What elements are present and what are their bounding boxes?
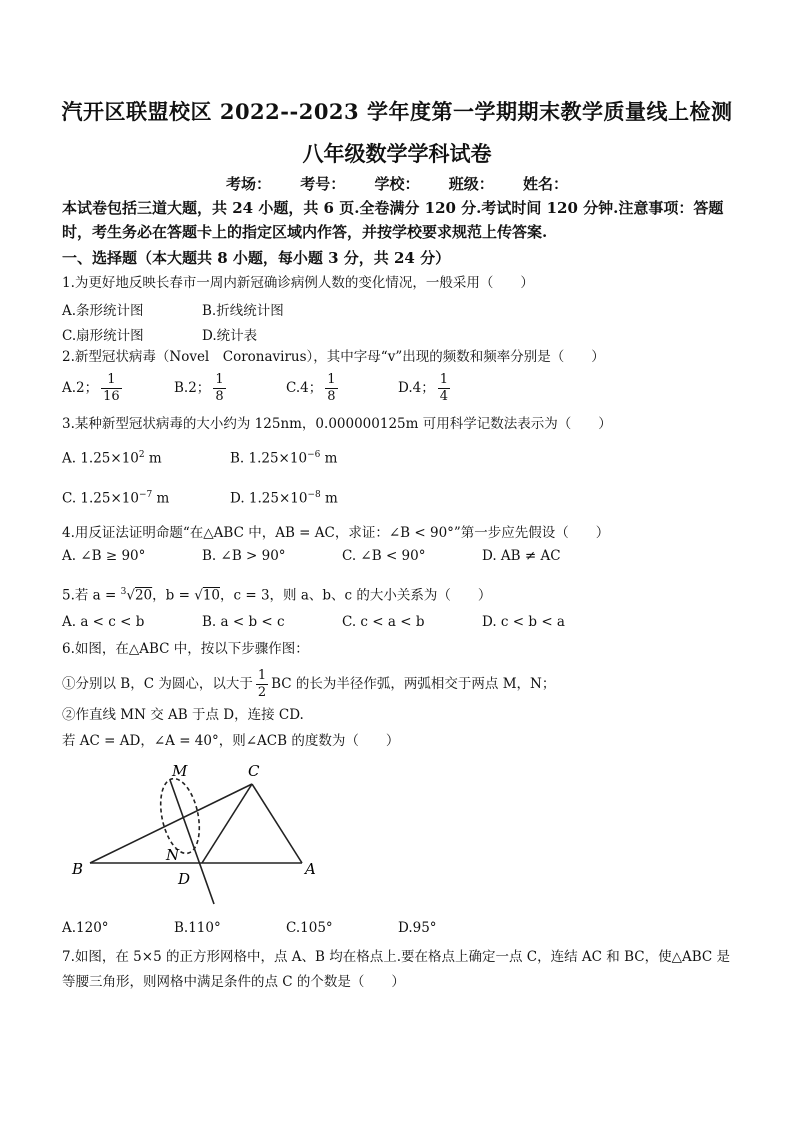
q2-option-b: B.2； $\frac{1}{8}$ [174, 372, 224, 404]
q3-option-b: B. $1.25\times 10^{-6}$ m [230, 450, 338, 467]
info-field-name: 姓名： [522, 175, 568, 193]
q2-option-a: A.2； $\frac{1}{16}$ [62, 372, 120, 404]
q4-option-a: A. ∠B ≥ 90° [62, 548, 146, 564]
question-7-line-1: 7.如图，在 5×5 的正方形网格中，点 A、B 均在格点上.要在格点上确定一点 C，连结 AC 和 BC，使△ABC 是 [62, 949, 730, 965]
q6-option-a: A.120° [62, 920, 109, 936]
q1-option-c: C.扇形统计图 [62, 328, 144, 344]
perpendicular-bisector-mn [170, 780, 214, 904]
q3-option-a: A. $1.25\times 10^2$ m [62, 450, 162, 467]
q4-option-b: B. ∠B > 90° [202, 548, 286, 564]
q6-step-1: ①分别以 B，C 为圆心，以大于 $\frac{1}{2}$ BC 的长为半径作弧，两弧相交于两点 M，N； [62, 668, 556, 700]
notice-line-1: 本试卷包括三道大题，共 24 小题，共 6 页.全卷满分 120 分.考试时间 120 分钟.注意事项：答题 [62, 199, 724, 217]
q6-question: 若 AC = AD，∠A = 40°，则∠ACB 的度数为（ ） [62, 733, 400, 749]
construction-arcs [154, 775, 205, 857]
q2-option-d: D.4； $\frac{1}{4}$ [398, 372, 449, 404]
section-heading: 一、选择题（本大题共 8 小题，每小题 3 分，共 24 分） [62, 249, 451, 267]
q6-option-c: C.105° [286, 920, 333, 936]
q5-option-b: B. a < b < c [202, 614, 285, 630]
q1-option-b: B.折线统计图 [202, 303, 284, 319]
q5-option-d: D. c < b < a [482, 614, 565, 630]
label-b: B [72, 860, 84, 878]
q6-triangle-figure [62, 756, 332, 906]
question-2-stem: 2.新型冠状病毒（Novel Coronavirus），其中字母“v”出现的频数和频率分别是（ ） [62, 349, 605, 365]
label-a: A [305, 860, 316, 878]
q2-option-c: C.4； $\frac{1}{8}$ [286, 372, 336, 404]
info-field-exam-room: 考场： [225, 175, 271, 193]
label-c: C [248, 762, 260, 780]
question-6-stem: 6.如图，在△ABC 中，按以下步骤作图： [62, 641, 309, 657]
q6-option-b: B.110° [174, 920, 221, 936]
question-5-stem: 5.若 a = $^3$√20，b = √10，c = 3，则 a、b、c 的大小关系为（ ） [62, 587, 492, 604]
info-field-class: 班级： [448, 175, 494, 193]
question-7-line-2: 等腰三角形，则网格中满足条件的点 C 的个数是（ ） [62, 974, 405, 990]
question-4-stem: 4.用反证法证明命题“在△ABC 中，AB = AC，求证：∠B < 90°”第一步应先假设（ ） [62, 525, 610, 541]
label-n: N [166, 846, 180, 864]
notice-line-2: 时，考生务必在答题卡上的指定区域内作答，并按学校要求规范上传答案. [62, 223, 548, 241]
label-d: D [178, 870, 191, 888]
q4-option-d: D. AB ≠ AC [482, 548, 561, 564]
q6-option-d: D.95° [398, 920, 437, 936]
q1-option-d: D.统计表 [202, 328, 258, 344]
q6-step-2: ②作直线 MN 交 AB 于点 D，连接 CD. [62, 707, 304, 723]
segment-ca [252, 784, 302, 863]
q3-option-c: C. $1.25\times 10^{-7}$ m [62, 490, 170, 507]
question-3-stem: 3.某种新型冠状病毒的大小约为 125nm，0.000000125m 可用科学记数法表示为（ ） [62, 416, 612, 432]
label-m: M [172, 762, 188, 780]
question-1-stem: 1.为更好地反映长春市一周内新冠确诊病例人数的变化情况，一般采用（ ） [62, 275, 534, 291]
candidate-info-row [0, 173, 794, 194]
exam-subtitle: 八年级数学学科试卷 [302, 141, 492, 166]
info-field-school: 学校： [374, 175, 420, 193]
q4-option-c: C. ∠B < 90° [342, 548, 426, 564]
q5-option-a: A. a < c < b [62, 614, 145, 630]
q5-option-c: C. c < a < b [342, 614, 425, 630]
q1-option-a: A.条形统计图 [62, 303, 144, 319]
info-field-exam-number: 考号： [300, 175, 346, 193]
q3-option-d: D. $1.25\times 10^{-8}$ m [230, 490, 338, 507]
exam-title: 汽开区联盟校区 2022--2023 学年度第一学期期末教学质量线上检测 [61, 99, 733, 124]
